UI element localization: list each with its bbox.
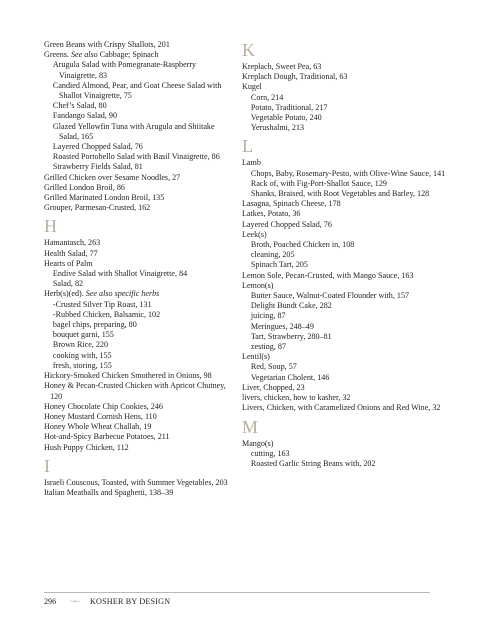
index-entry: Hamantasch, 263: [44, 238, 101, 248]
entry-heading: Herb(s)(ed).: [44, 289, 86, 299]
index-subentry: Tart, Strawberry, 280–81: [250, 331, 332, 341]
section-letter: I: [44, 455, 50, 476]
index-subentry: Yerushalmi, 213: [250, 123, 305, 133]
index-entry: Health Salad, 77: [44, 248, 98, 258]
index-subentry: Strawberry Fields Salad, 81: [52, 162, 143, 172]
index-entry: Honey Chocolate Chip Cookies, 246: [44, 401, 163, 411]
index-entry: Kugel: [242, 82, 262, 92]
index-entry: Honey Mustard Cornish Hens, 110: [44, 411, 157, 421]
index-subentry: Delight Bundt Cake, 282: [250, 301, 332, 311]
index-entry: Israeli Couscous, Toasted, with Summer Vegetables, 203: [44, 477, 228, 487]
index-subentry: Broth, Poached Chicken in, 108: [250, 240, 355, 250]
index-subentry: Meringues, 248–49: [250, 321, 314, 331]
index-entry: Lemon(s): [242, 280, 274, 290]
index-entry: Green Beans with Crispy Shallots, 201: [44, 40, 170, 49]
index-subentry: Salad, 82: [52, 279, 84, 289]
entry-heading: Greens.: [44, 50, 71, 60]
index-subentry: -Crusted Silver Tip Roast, 131: [52, 299, 152, 309]
index-entry: Kreplach Dough, Traditional, 63: [242, 72, 348, 82]
index-entry: Hearts of Palm: [44, 258, 93, 268]
index-subentry: Chef’s Salad, 80: [52, 101, 107, 111]
index-subentry: Spinach Tart, 205: [250, 260, 308, 270]
index-subentry: Layered Chopped Salad, 76: [52, 142, 143, 152]
index-subentry: cutting, 163: [250, 448, 290, 458]
see-also-reference: See also specific herbs: [85, 289, 160, 299]
index-subentry: cleaning, 205: [250, 250, 295, 260]
index-entry: Grouper, Parmesan-Crusted, 162: [44, 203, 151, 213]
index-entry: Hush Puppy Chicken, 112: [44, 442, 129, 452]
index-subentry: zesting, 87: [250, 342, 286, 352]
index-subentry: bagel chips, preparing, 80: [52, 320, 137, 330]
index-entry: Lentil(s): [242, 352, 270, 362]
section-letter: M: [242, 416, 259, 437]
index-subentry: Arugula Salad with Pomegranate-Raspberry Vinaigrette, 83: [52, 60, 197, 80]
index-subentry: Chops, Baby, Rosemary-Pesto, with Olive-Wine Sauce, 141: [250, 168, 446, 178]
index-entry: Layered Chopped Salad, 76: [242, 219, 332, 229]
index-entry: Grilled Chicken over Sesame Noodles, 27: [44, 172, 181, 182]
index-entry: Hot-and-Spicy Barbecue Potatoes, 211: [44, 432, 170, 442]
see-also-reference: See also: [70, 50, 98, 60]
index-subentry: Candied Almond, Pear, and Goat Cheese Salad with Shallot Vinaigrette, 75: [52, 80, 222, 101]
index-subentry: Red, Soup, 57: [250, 362, 297, 372]
index-subentry: -Rubbed Chicken, Balsamic, 102: [52, 309, 161, 319]
index-subentry: Butter Sauce, Walnut-Coated Flounder with, 157: [250, 291, 410, 301]
section-letter: L: [242, 136, 253, 157]
index-column-left: [44, 40, 234, 498]
index-subentry: Glazed Yellowfin Tuna with Arugula and Shiitake Salad, 165: [52, 121, 215, 141]
index-subentry: Brown Rice, 220: [52, 340, 108, 350]
page-number: 296: [44, 597, 57, 606]
index-subentry: Endive Salad with Shallot Vinaigrette, 84: [52, 269, 188, 279]
index-entry: [44, 289, 234, 299]
index-subentry: cooking with, 155: [52, 350, 112, 360]
index-subentry: Vegetarian Cholent, 146: [250, 372, 330, 382]
index-entry: Mango(s): [242, 438, 274, 448]
page-footer: [44, 592, 430, 606]
index-entry: livers, chicken, how to kasher, 32: [242, 393, 351, 403]
index-subentry: Rack of, with Fig-Port-Shallot Sauce, 129: [250, 178, 387, 188]
index-entry: Leek(s): [242, 229, 267, 239]
index-entry: Grilled Marinated London Broil, 135: [44, 193, 165, 203]
section-letter: K: [242, 40, 255, 60]
index-entry: Livers, Chicken, with Caramelized Onions and Red Wine, 32: [242, 403, 441, 413]
index-entry: Grilled London Broil, 86: [44, 182, 125, 192]
footer-ornament-icon: ~•~: [70, 597, 81, 606]
index-entry: Italian Meatballs and Spaghetti, 138–39: [44, 487, 174, 497]
index-entry: Lasagna, Spinach Cheese, 178: [242, 199, 341, 209]
index-subentry: fresh, storing, 155: [52, 360, 112, 370]
book-title: KOSHER BY DESIGN: [90, 597, 171, 606]
cross-reference-targets: Cabbage; Spinach: [97, 50, 159, 60]
index-entry: Latkes, Potato, 36: [242, 209, 301, 219]
index-subentry: Vegetable Potato, 240: [250, 113, 322, 123]
index-entry: Liver, Chopped, 23: [242, 382, 305, 392]
index-entry: Honey & Pecan-Crusted Chicken with Apricot Chutney, 120: [44, 381, 226, 401]
index-subentry: juicing, 87: [250, 311, 286, 321]
index-subentry: bouquet garni, 155: [52, 330, 114, 340]
index-subentry: Roasted Portobello Salad with Basil Vinaigrette, 86: [52, 152, 220, 162]
index-entry: [44, 50, 234, 60]
index-column-right: [242, 40, 458, 469]
index-subentry: Shanks, Braised, with Root Vegetables and Barley, 128: [250, 189, 430, 199]
section-letter: H: [44, 216, 57, 237]
index-entry: Kreplach, Sweet Pea, 63: [242, 62, 322, 71]
index-entry: Honey Whole Wheat Challah, 19: [44, 422, 152, 432]
index-subentry: Roasted Garlic String Beans with, 202: [250, 458, 376, 468]
index-entry: Lemon Sole, Pecan-Crusted, with Mango Sauce, 163: [242, 270, 414, 280]
index-subentry: Potato, Traditional, 217: [250, 102, 328, 112]
index-entry: Lamb: [242, 158, 261, 168]
index-subentry: Corn, 214: [250, 92, 284, 102]
index-entry: Hickory-Smoked Chicken Smothered in Onions, 98: [44, 371, 212, 381]
index-subentry: Fandango Salad, 90: [52, 111, 117, 121]
